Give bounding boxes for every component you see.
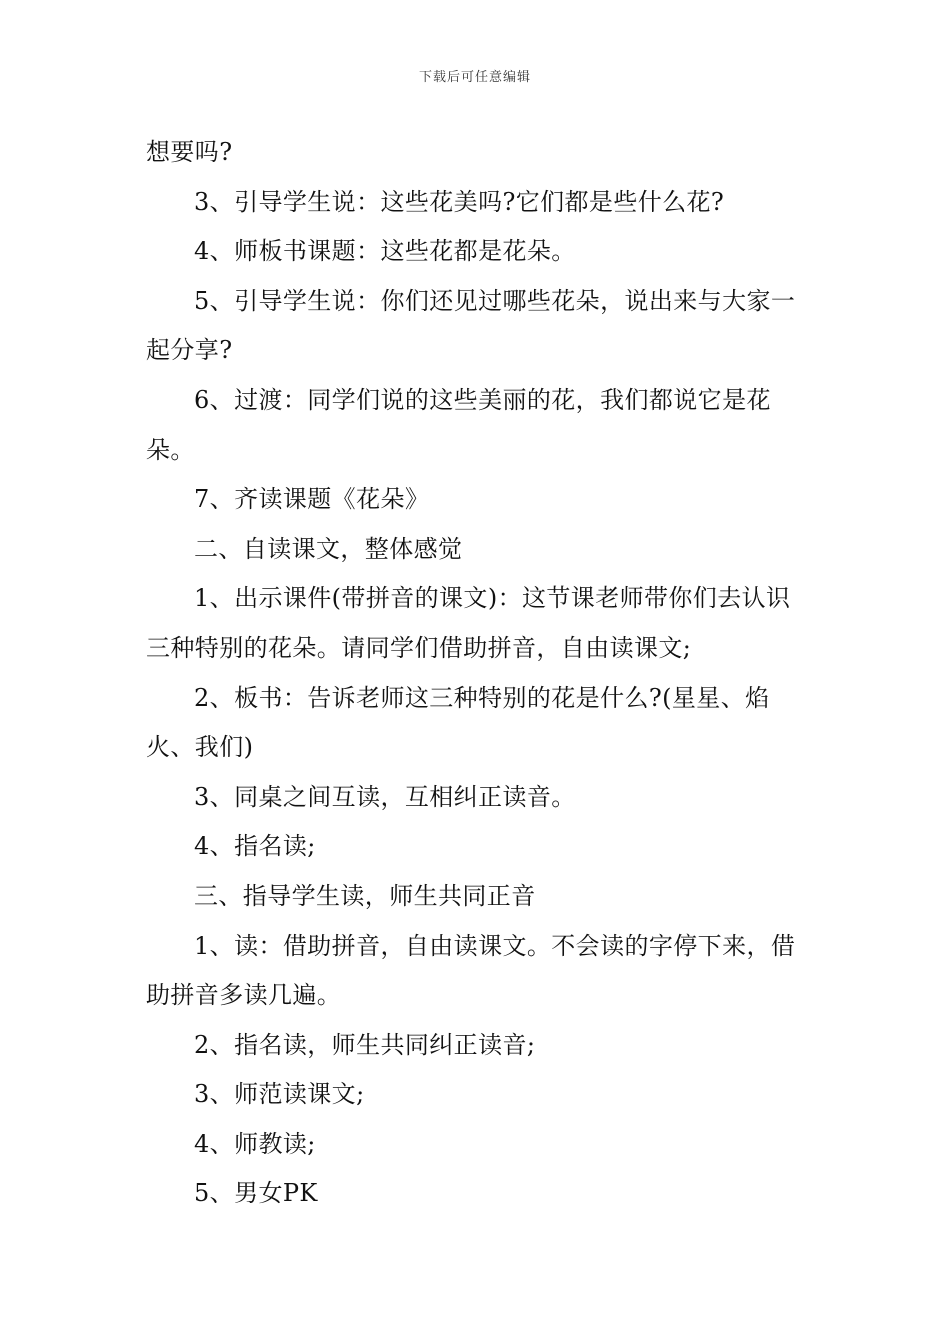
page-header-note: 下载后可任意编辑 [418, 70, 531, 85]
paragraph: 3、师范读课文; [194, 1080, 365, 1109]
paragraph: 2、板书：告诉老师这三种特别的花是什么?(星星、焰火、我们) [146, 683, 770, 762]
paragraph: 1、出示课件(带拼音的课文)：这节课老师带你们去认识三种特别的花朵。请同学们借助拼音，自由读课文; [146, 584, 791, 662]
paragraph: 3、同桌之间互读，互相纠正读音。 [194, 782, 576, 811]
paragraph-continuation: 想要吗? [146, 138, 233, 166]
section-heading: 三、指导学生读，师生共同正音 [194, 881, 536, 910]
paragraph: 4、师教读; [194, 1129, 316, 1158]
paragraph: 7、齐读课题《花朵》 [194, 485, 430, 514]
paragraph: 4、指名读; [194, 832, 316, 861]
paragraph: 6、过渡：同学们说的这些美丽的花，我们都说它是花朵。 [146, 385, 771, 464]
paragraph: 5、男女PK [194, 1179, 318, 1208]
paragraph: 2、指名读，师生共同纠正读音; [194, 1030, 536, 1059]
paragraph: 4、师板书课题：这些花都是花朵。 [194, 237, 576, 266]
section-heading: 二、自读课文，整体感觉 [194, 534, 463, 563]
document-body [146, 128, 808, 1219]
paragraph: 3、引导学生说：这些花美吗?它们都是些什么花? [194, 187, 725, 216]
paragraph: 5、引导学生说：你们还见过哪些花朵，说出来与大家一起分享? [146, 286, 796, 365]
paragraph: 1、读：借助拼音，自由读课文。不会读的字停下来，借助拼音多读几遍。 [146, 931, 796, 1010]
